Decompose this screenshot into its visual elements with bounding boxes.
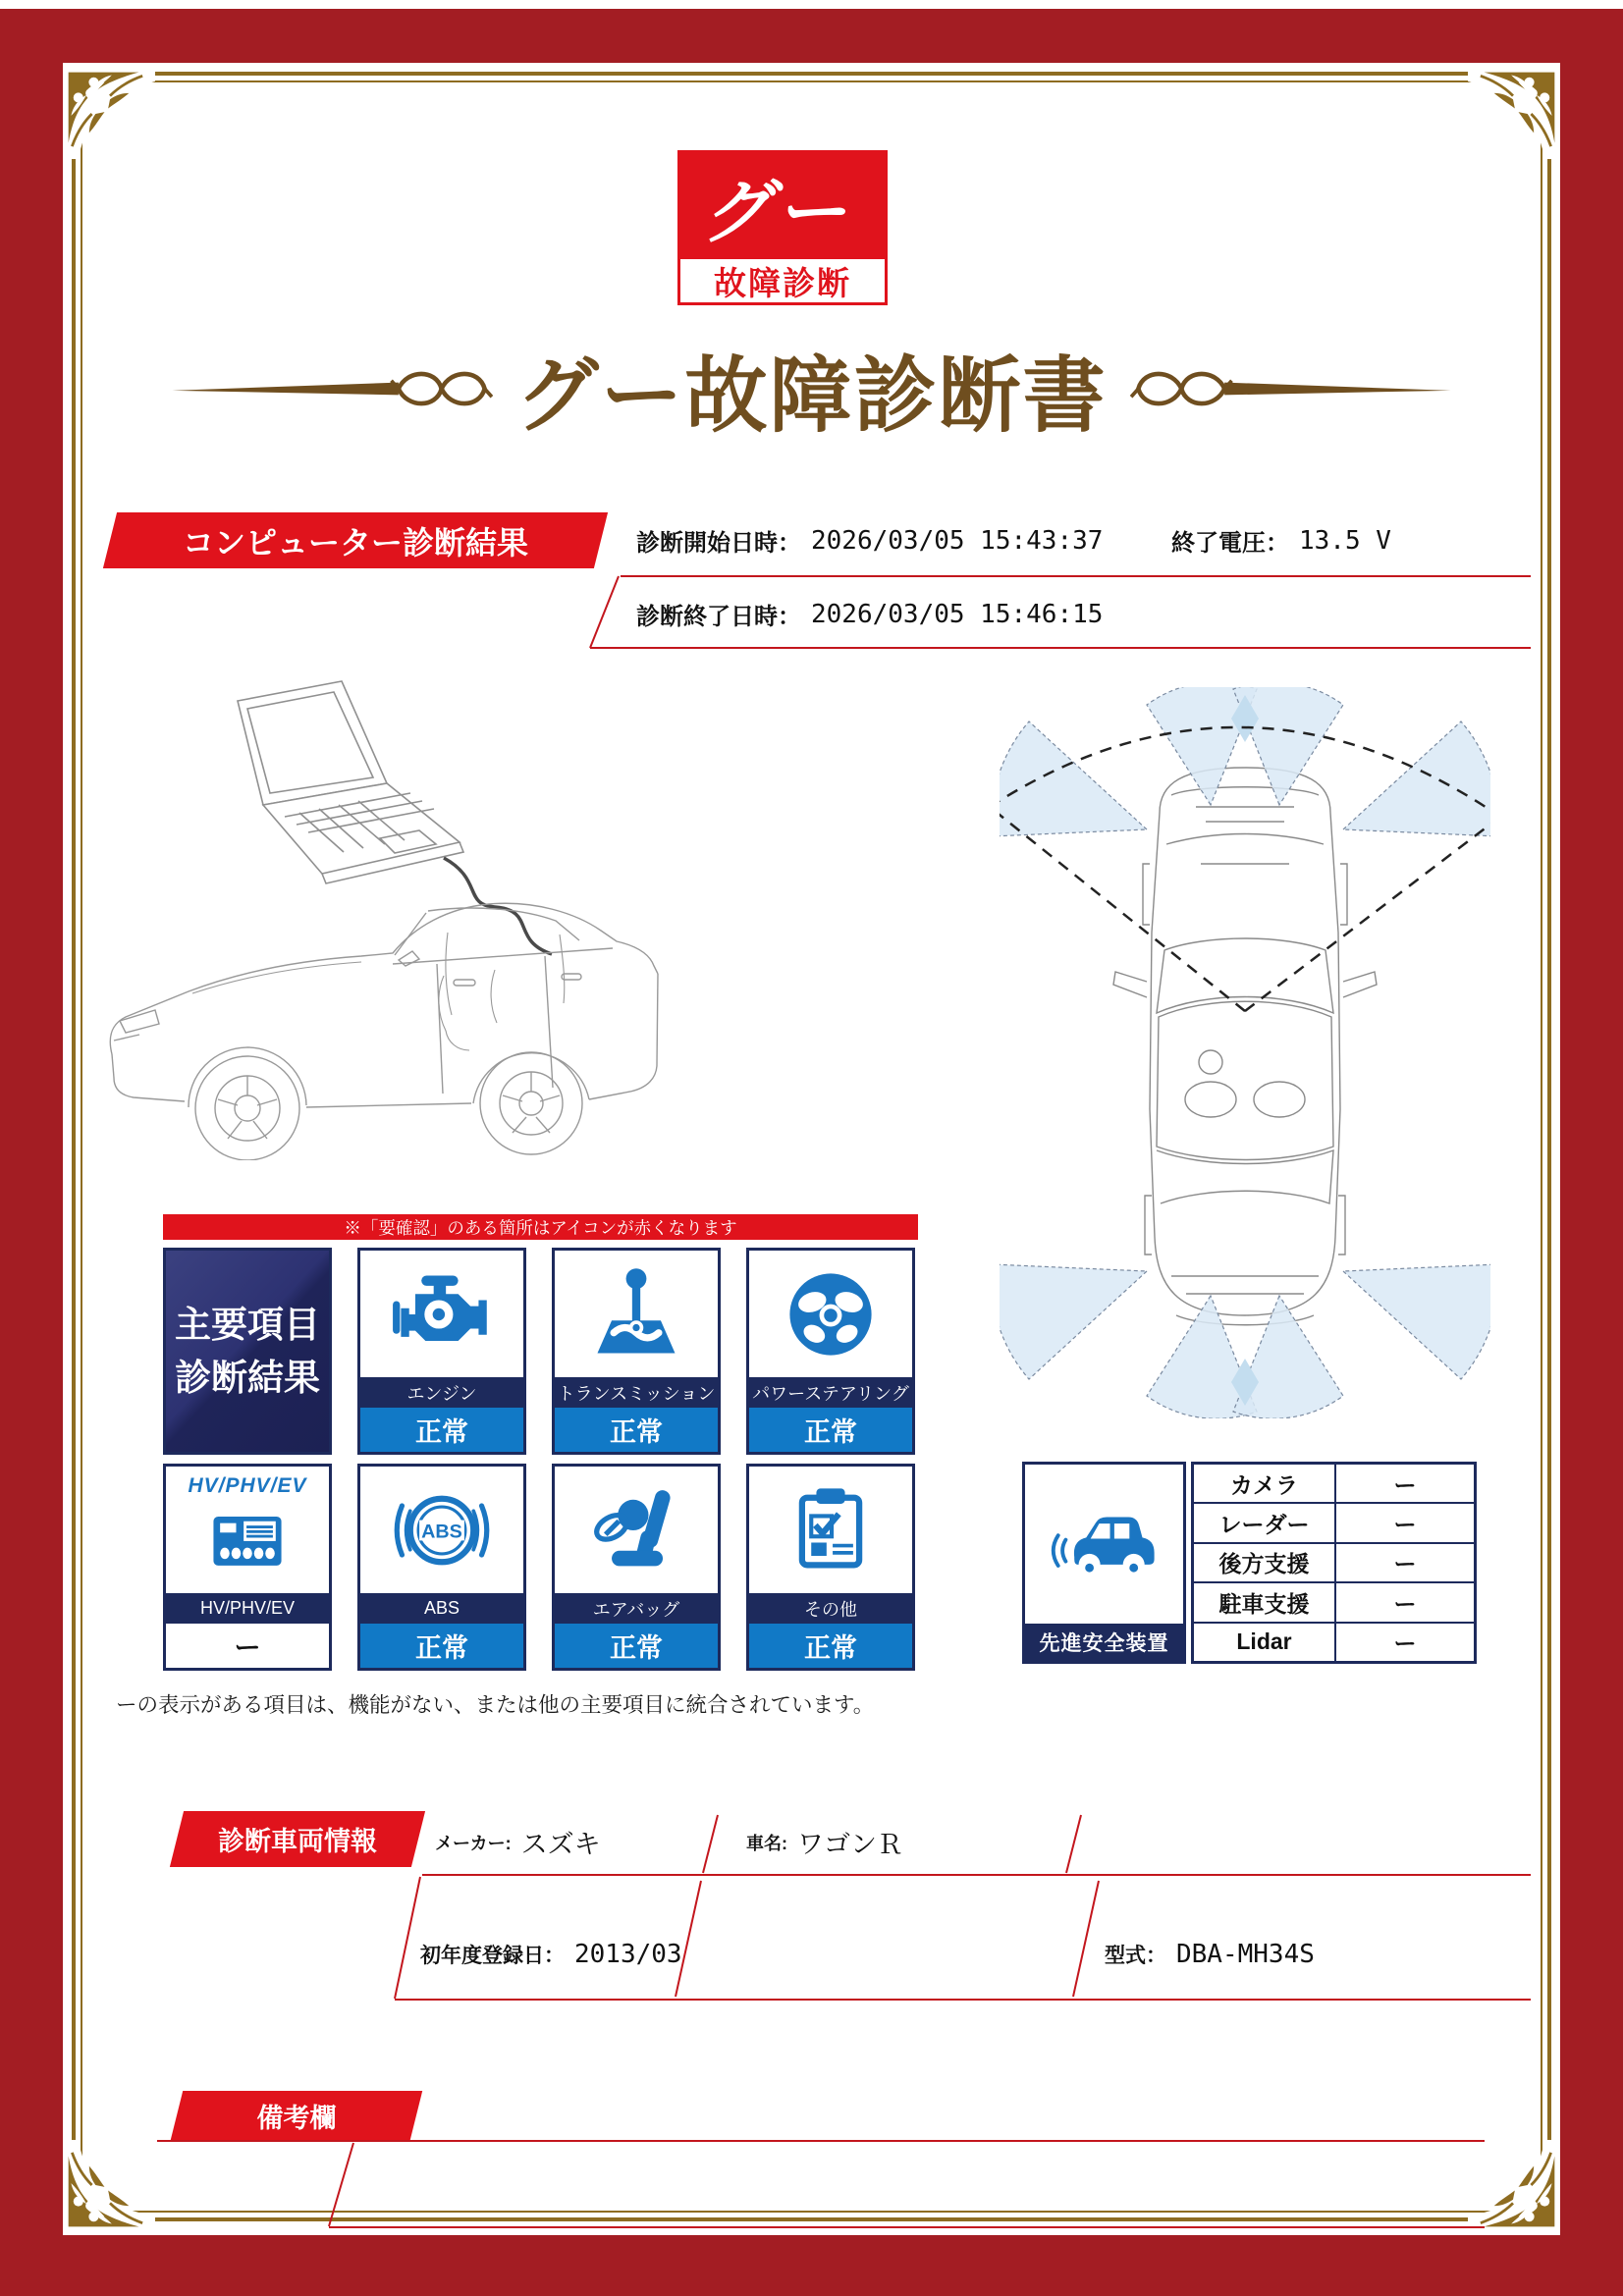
end-datetime-value: 2026/03/05 15:46:15 bbox=[811, 599, 1104, 629]
safety-row-name: カメラ bbox=[1194, 1465, 1334, 1502]
safety-row-value: ー bbox=[1336, 1583, 1474, 1621]
card-label: パワーステアリング bbox=[749, 1377, 912, 1408]
first-registration-label: 初年度登録日： bbox=[420, 1944, 565, 1967]
status-badge: 正常 bbox=[749, 1408, 912, 1452]
safety-row-name: レーダー bbox=[1194, 1504, 1334, 1541]
safety-row-value: ー bbox=[1336, 1624, 1474, 1661]
safety-row-value: ー bbox=[1336, 1504, 1474, 1541]
safety-panel-label: 先進安全装置 bbox=[1025, 1624, 1183, 1661]
hv-caption: HV/PHV/EV bbox=[188, 1474, 307, 1497]
car-name-value: ワゴンＲ bbox=[797, 1830, 903, 1859]
maker-label: メーカー: bbox=[435, 1833, 512, 1853]
diagnosis-end-row bbox=[636, 586, 1103, 642]
safety-row-name: 駐車支援 bbox=[1194, 1583, 1334, 1621]
start-datetime-label: 診断開始日時： bbox=[636, 530, 801, 557]
model-code-label: 型式： bbox=[1105, 1944, 1166, 1967]
model-code-field bbox=[1105, 1926, 1315, 1982]
first-registration-value: 2013/03 bbox=[574, 1939, 682, 1969]
vehicle-section-title: 診断車両情報 bbox=[218, 1827, 377, 1856]
card-label: ABS bbox=[360, 1593, 523, 1624]
start-datetime-value: 2026/03/05 15:43:37 bbox=[811, 525, 1104, 556]
maker-value: スズキ bbox=[520, 1830, 601, 1859]
status-badge: 正常 bbox=[360, 1624, 523, 1668]
model-code-value: DBA-MH34S bbox=[1176, 1939, 1315, 1969]
voltage-value: 13.5 V bbox=[1299, 525, 1391, 556]
first-registration-field bbox=[420, 1926, 682, 1982]
safety-row-name: 後方支援 bbox=[1194, 1544, 1334, 1581]
car-name-field bbox=[746, 1814, 903, 1870]
status-badge: 正常 bbox=[360, 1408, 523, 1452]
status-badge: 正常 bbox=[555, 1624, 718, 1668]
warning-note-banner: ※「要確認」のある箇所はアイコンが赤くなります bbox=[163, 1214, 918, 1240]
diagnosis-start-row bbox=[636, 512, 1103, 568]
safety-row-name: Lidar bbox=[1194, 1624, 1334, 1661]
card-label: その他 bbox=[749, 1593, 912, 1624]
maker-field bbox=[435, 1814, 601, 1870]
remarks-section-title: 備考欄 bbox=[256, 2103, 337, 2133]
safety-row-value: ー bbox=[1336, 1544, 1474, 1581]
safety-row-value: ー bbox=[1336, 1465, 1474, 1502]
card-label: エアバッグ bbox=[555, 1593, 718, 1624]
card-label: トランスミッション bbox=[555, 1377, 718, 1408]
status-badge: 正常 bbox=[555, 1408, 718, 1452]
end-datetime-label: 診断終了日時： bbox=[636, 604, 801, 630]
voltage-label: 終了電圧： bbox=[1171, 530, 1289, 557]
status-badge: 正常 bbox=[749, 1624, 912, 1668]
car-name-label: 車名: bbox=[746, 1833, 787, 1853]
goo-logo-main: グー bbox=[697, 174, 865, 252]
diagnosis-section-title: コンピューター診断結果 bbox=[182, 524, 528, 561]
card-label: HV/PHV/EV bbox=[166, 1593, 329, 1624]
svg-text:ABS: ABS bbox=[421, 1520, 462, 1542]
dash-footnote: ーの表示がある項目は、機能がない、または他の主要項目に統合されています。 bbox=[116, 1693, 875, 1717]
status-badge: ー bbox=[166, 1624, 329, 1668]
goo-logo-sub: 故障診断 bbox=[680, 259, 885, 302]
card-label: エンジン bbox=[360, 1377, 523, 1408]
voltage-row bbox=[1171, 512, 1391, 568]
page-title: グー故障診断書 bbox=[515, 348, 1108, 442]
main-items-header-text: 主要項目 診断結果 bbox=[175, 1304, 320, 1398]
